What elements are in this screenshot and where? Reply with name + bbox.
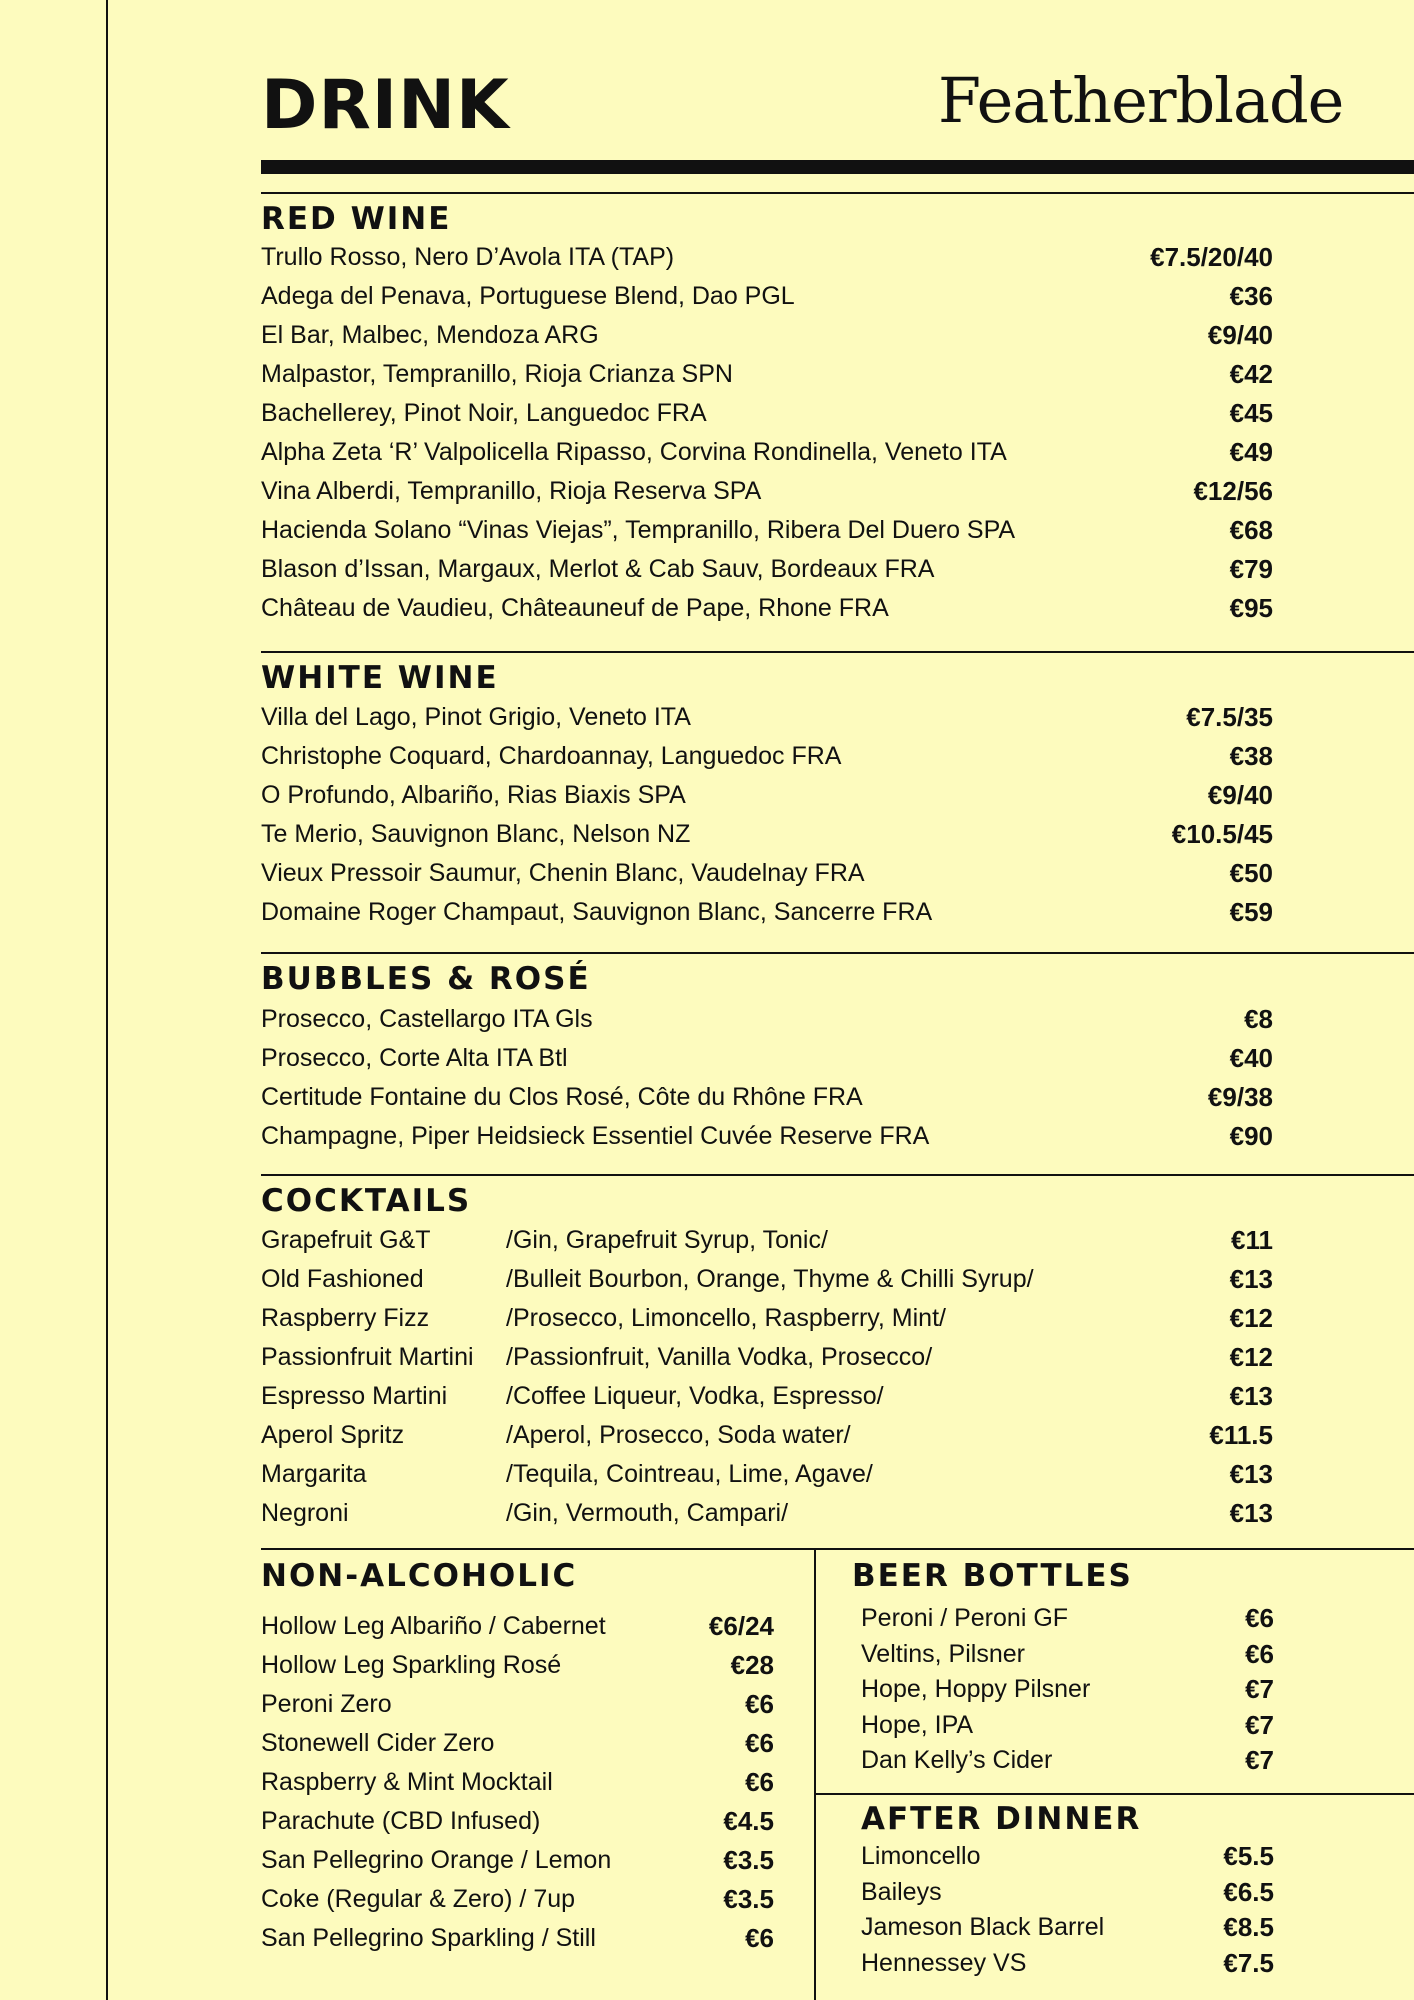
item-price: €45 bbox=[1229, 398, 1273, 428]
column-divider bbox=[814, 1548, 816, 2000]
item-name: Margarita bbox=[261, 1460, 367, 1488]
item-name: Christophe Coquard, Chardoannay, Languedoc FRA bbox=[261, 742, 842, 770]
menu-item bbox=[261, 355, 1273, 394]
item-name: Vieux Pressoir Saumur, Chenin Blanc, Vaudelnay FRA bbox=[261, 859, 865, 887]
menu-item bbox=[861, 1743, 1274, 1779]
item-name: Raspberry & Mint Mocktail bbox=[261, 1768, 553, 1796]
item-price: €3.5 bbox=[723, 1845, 774, 1875]
item-price: €3.5 bbox=[723, 1884, 774, 1914]
item-name: Champagne, Piper Heidsieck Essentiel Cuvée Reserve FRA bbox=[261, 1122, 930, 1150]
item-price: €11 bbox=[1231, 1225, 1273, 1255]
menu-item bbox=[261, 277, 1273, 316]
item-price: €9/40 bbox=[1207, 780, 1273, 810]
menu-item bbox=[261, 316, 1273, 355]
item-name: Domaine Roger Champaut, Sauvignon Blanc, Sancerre FRA bbox=[261, 898, 933, 926]
menu-item bbox=[261, 1607, 774, 1646]
section-divider bbox=[261, 651, 1414, 653]
menu-item bbox=[261, 815, 1273, 854]
menu-item bbox=[261, 1494, 1273, 1533]
item-price: €36 bbox=[1229, 281, 1273, 311]
item-name: Jameson Black Barrel bbox=[861, 1913, 1105, 1941]
item-name: Prosecco, Castellargo ITA Gls bbox=[261, 1005, 593, 1033]
item-name: Hollow Leg Sparkling Rosé bbox=[261, 1651, 562, 1679]
menu-item bbox=[261, 511, 1273, 550]
item-price: €7 bbox=[1245, 1745, 1274, 1775]
menu-item bbox=[261, 1221, 1273, 1260]
item-name: Parachute (CBD Infused) bbox=[261, 1807, 541, 1835]
menu-item bbox=[261, 550, 1273, 589]
item-name: El Bar, Malbec, Mendoza ARG bbox=[261, 321, 599, 349]
item-price: €8.5 bbox=[1223, 1912, 1274, 1942]
menu-item bbox=[861, 1672, 1274, 1708]
menu-item bbox=[261, 1078, 1273, 1117]
item-price: €79 bbox=[1229, 554, 1273, 584]
item-price: €7.5/35 bbox=[1186, 702, 1273, 732]
menu-item bbox=[861, 1601, 1274, 1637]
menu-item bbox=[261, 1117, 1273, 1156]
menu-item bbox=[261, 433, 1273, 472]
item-price: €6 bbox=[745, 1767, 774, 1797]
item-ingredients: /Prosecco, Limoncello, Raspberry, Mint/ bbox=[506, 1304, 946, 1332]
item-name: Alpha Zeta ‘R’ Valpolicella Ripasso, Corvina Rondinella, Veneto ITA bbox=[261, 438, 1007, 466]
item-price: €90 bbox=[1229, 1121, 1273, 1151]
menu-item bbox=[261, 1000, 1273, 1039]
after-dinner-list bbox=[861, 1839, 1274, 1981]
item-name: Peroni Zero bbox=[261, 1690, 392, 1718]
menu-item bbox=[261, 1455, 1273, 1494]
item-price: €10.5/45 bbox=[1171, 819, 1273, 849]
item-price: €42 bbox=[1229, 359, 1273, 389]
item-name: Hope, IPA bbox=[861, 1710, 974, 1739]
menu-item bbox=[861, 1839, 1274, 1875]
menu-item bbox=[261, 1416, 1273, 1455]
item-name: Hacienda Solano “Vinas Viejas”, Tempranillo, Ribera Del Duero SPA bbox=[261, 516, 1016, 544]
item-name: Hennessey VS bbox=[861, 1948, 1027, 1977]
menu-item bbox=[261, 1802, 774, 1841]
item-price: €12 bbox=[1229, 1342, 1273, 1372]
item-name: Château de Vaudieu, Châteauneuf de Pape, Rhone FRA bbox=[261, 594, 889, 622]
section-divider bbox=[261, 1548, 1414, 1550]
menu-item bbox=[261, 737, 1273, 776]
item-name: Hollow Leg Albariño / Cabernet bbox=[261, 1612, 606, 1640]
menu-item bbox=[261, 1377, 1273, 1416]
menu-item bbox=[261, 1299, 1273, 1338]
item-price: €13 bbox=[1229, 1459, 1273, 1489]
menu-item bbox=[261, 854, 1273, 893]
item-ingredients: /Gin, Vermouth, Campari/ bbox=[506, 1499, 789, 1527]
menu-item bbox=[261, 1724, 774, 1763]
item-price: €9/38 bbox=[1207, 1082, 1273, 1112]
item-price: €49 bbox=[1229, 437, 1273, 467]
item-price: €6 bbox=[745, 1923, 774, 1953]
item-price: €7 bbox=[1245, 1709, 1274, 1740]
menu-item bbox=[261, 776, 1273, 815]
menu-item bbox=[861, 1875, 1274, 1911]
item-price: €95 bbox=[1229, 593, 1273, 623]
menu-item bbox=[261, 1685, 774, 1724]
item-name: Hope, Hoppy Pilsner bbox=[861, 1675, 1091, 1703]
item-price: €11.5 bbox=[1209, 1420, 1273, 1450]
header-divider bbox=[261, 160, 1414, 174]
menu-item bbox=[261, 893, 1273, 932]
item-price: €59 bbox=[1229, 897, 1273, 927]
item-name: Trullo Rosso, Nero D’Avola ITA (TAP) bbox=[261, 243, 675, 271]
item-price: €7 bbox=[1245, 1674, 1274, 1704]
item-ingredients: /Gin, Grapefruit Syrup, Tonic/ bbox=[506, 1226, 828, 1254]
menu-item bbox=[261, 1260, 1273, 1299]
menu-item bbox=[261, 1763, 774, 1802]
item-name: Blason d’Issan, Margaux, Merlot & Cab Sauv, Bordeaux FRA bbox=[261, 555, 935, 583]
item-name: Certitude Fontaine du Clos Rosé, Côte du Rhône FRA bbox=[261, 1083, 863, 1111]
item-price: €13 bbox=[1229, 1381, 1273, 1411]
item-name: Vina Alberdi, Tempranillo, Rioja Reserva SPA bbox=[261, 477, 762, 505]
menu-item bbox=[261, 1880, 774, 1919]
item-price: €6/24 bbox=[708, 1611, 774, 1641]
item-price: €6 bbox=[1245, 1638, 1274, 1669]
cocktails-heading: COCKTAILS bbox=[261, 1183, 472, 1219]
item-name: Coke (Regular & Zero) / 7up bbox=[261, 1885, 576, 1913]
item-name: San Pellegrino Orange / Lemon bbox=[261, 1846, 612, 1874]
white-wine-heading: WHITE WINE bbox=[261, 660, 499, 696]
menu-item bbox=[261, 238, 1273, 277]
item-name: Aperol Spritz bbox=[261, 1421, 405, 1449]
bubbles-heading: BUBBLES & ROSÉ bbox=[261, 961, 591, 997]
item-name: Negroni bbox=[261, 1499, 349, 1527]
item-price: €6 bbox=[1245, 1603, 1274, 1633]
item-name: Baileys bbox=[861, 1877, 942, 1906]
non-alcoholic-list bbox=[261, 1607, 774, 1958]
item-ingredients: /Aperol, Prosecco, Soda water/ bbox=[506, 1421, 851, 1449]
item-name: Malpastor, Tempranillo, Rioja Crianza SPN bbox=[261, 360, 733, 388]
section-divider bbox=[261, 952, 1414, 954]
item-price: €5.5 bbox=[1223, 1841, 1274, 1871]
after-dinner-heading: AFTER DINNER bbox=[861, 1801, 1142, 1837]
white-wine-list bbox=[261, 698, 1273, 932]
menu-item bbox=[261, 698, 1273, 737]
menu-item bbox=[861, 1910, 1274, 1946]
item-price: €12/56 bbox=[1193, 476, 1273, 506]
cocktails-list bbox=[261, 1221, 1273, 1533]
item-name: O Profundo, Albariño, Rias Biaxis SPA bbox=[261, 781, 686, 809]
item-price: €6 bbox=[745, 1689, 774, 1719]
item-price: €68 bbox=[1229, 515, 1273, 545]
menu-item bbox=[861, 1708, 1274, 1744]
item-name: Raspberry Fizz bbox=[261, 1304, 430, 1332]
red-wine-heading: RED WINE bbox=[261, 201, 452, 237]
bubbles-list bbox=[261, 1000, 1273, 1156]
item-price: €6.5 bbox=[1223, 1876, 1274, 1907]
section-divider bbox=[815, 1793, 1414, 1795]
item-price: €50 bbox=[1229, 858, 1273, 888]
item-name: Grapefruit G&T bbox=[261, 1226, 431, 1254]
margin-line bbox=[106, 0, 108, 2000]
menu-item bbox=[861, 1637, 1274, 1673]
item-name: Bachellerey, Pinot Noir, Languedoc FRA bbox=[261, 399, 707, 427]
item-price: €7.5/20/40 bbox=[1150, 242, 1273, 272]
brand-logo: Featherblade bbox=[938, 64, 1344, 137]
menu-item bbox=[261, 472, 1273, 511]
item-price: €28 bbox=[730, 1650, 774, 1680]
item-ingredients: /Tequila, Cointreau, Lime, Agave/ bbox=[506, 1460, 873, 1488]
beer-bottles-list bbox=[861, 1601, 1274, 1779]
menu-item bbox=[261, 1646, 774, 1685]
section-divider bbox=[261, 1174, 1414, 1176]
item-price: €13 bbox=[1229, 1264, 1273, 1294]
item-ingredients: /Bulleit Bourbon, Orange, Thyme & Chilli Syrup/ bbox=[506, 1265, 1034, 1293]
item-price: €7.5 bbox=[1223, 1947, 1274, 1978]
item-ingredients: /Coffee Liqueur, Vodka, Espresso/ bbox=[506, 1382, 884, 1410]
page-title: DRINK bbox=[261, 66, 510, 145]
item-name: Old Fashioned bbox=[261, 1265, 424, 1293]
item-name: Passionfruit Martini bbox=[261, 1343, 474, 1371]
item-price: €13 bbox=[1229, 1498, 1273, 1528]
item-name: Peroni / Peroni GF bbox=[861, 1604, 1069, 1632]
item-price: €12 bbox=[1229, 1303, 1273, 1333]
item-name: Dan Kelly’s Cider bbox=[861, 1746, 1053, 1774]
item-name: San Pellegrino Sparkling / Still bbox=[261, 1924, 596, 1952]
menu-item bbox=[861, 1946, 1274, 1982]
section-divider bbox=[261, 192, 1414, 194]
item-name: Espresso Martini bbox=[261, 1382, 448, 1410]
menu-item bbox=[261, 1919, 774, 1958]
item-name: Te Merio, Sauvignon Blanc, Nelson NZ bbox=[261, 820, 691, 848]
menu-item bbox=[261, 1039, 1273, 1078]
menu-item bbox=[261, 1841, 774, 1880]
item-ingredients: /Passionfruit, Vanilla Vodka, Prosecco/ bbox=[506, 1343, 933, 1371]
item-name: Stonewell Cider Zero bbox=[261, 1729, 495, 1757]
beer-bottles-heading: BEER BOTTLES bbox=[852, 1558, 1133, 1594]
item-name: Limoncello bbox=[861, 1842, 981, 1870]
red-wine-list bbox=[261, 238, 1273, 628]
menu-item bbox=[261, 394, 1273, 433]
item-price: €9/40 bbox=[1207, 320, 1273, 350]
menu-item bbox=[261, 1338, 1273, 1377]
item-name: Prosecco, Corte Alta ITA Btl bbox=[261, 1044, 568, 1072]
item-name: Veltins, Pilsner bbox=[861, 1639, 1025, 1668]
non-alcoholic-heading: NON-ALCOHOLIC bbox=[261, 1558, 578, 1594]
item-name: Villa del Lago, Pinot Grigio, Veneto ITA bbox=[261, 703, 691, 731]
item-price: €8 bbox=[1244, 1004, 1273, 1034]
item-price: €40 bbox=[1229, 1043, 1273, 1073]
item-name: Adega del Penava, Portuguese Blend, Dao PGL bbox=[261, 282, 795, 310]
item-price: €4.5 bbox=[723, 1806, 774, 1836]
item-price: €38 bbox=[1229, 741, 1273, 771]
menu-item bbox=[261, 589, 1273, 628]
item-price: €6 bbox=[745, 1728, 774, 1758]
